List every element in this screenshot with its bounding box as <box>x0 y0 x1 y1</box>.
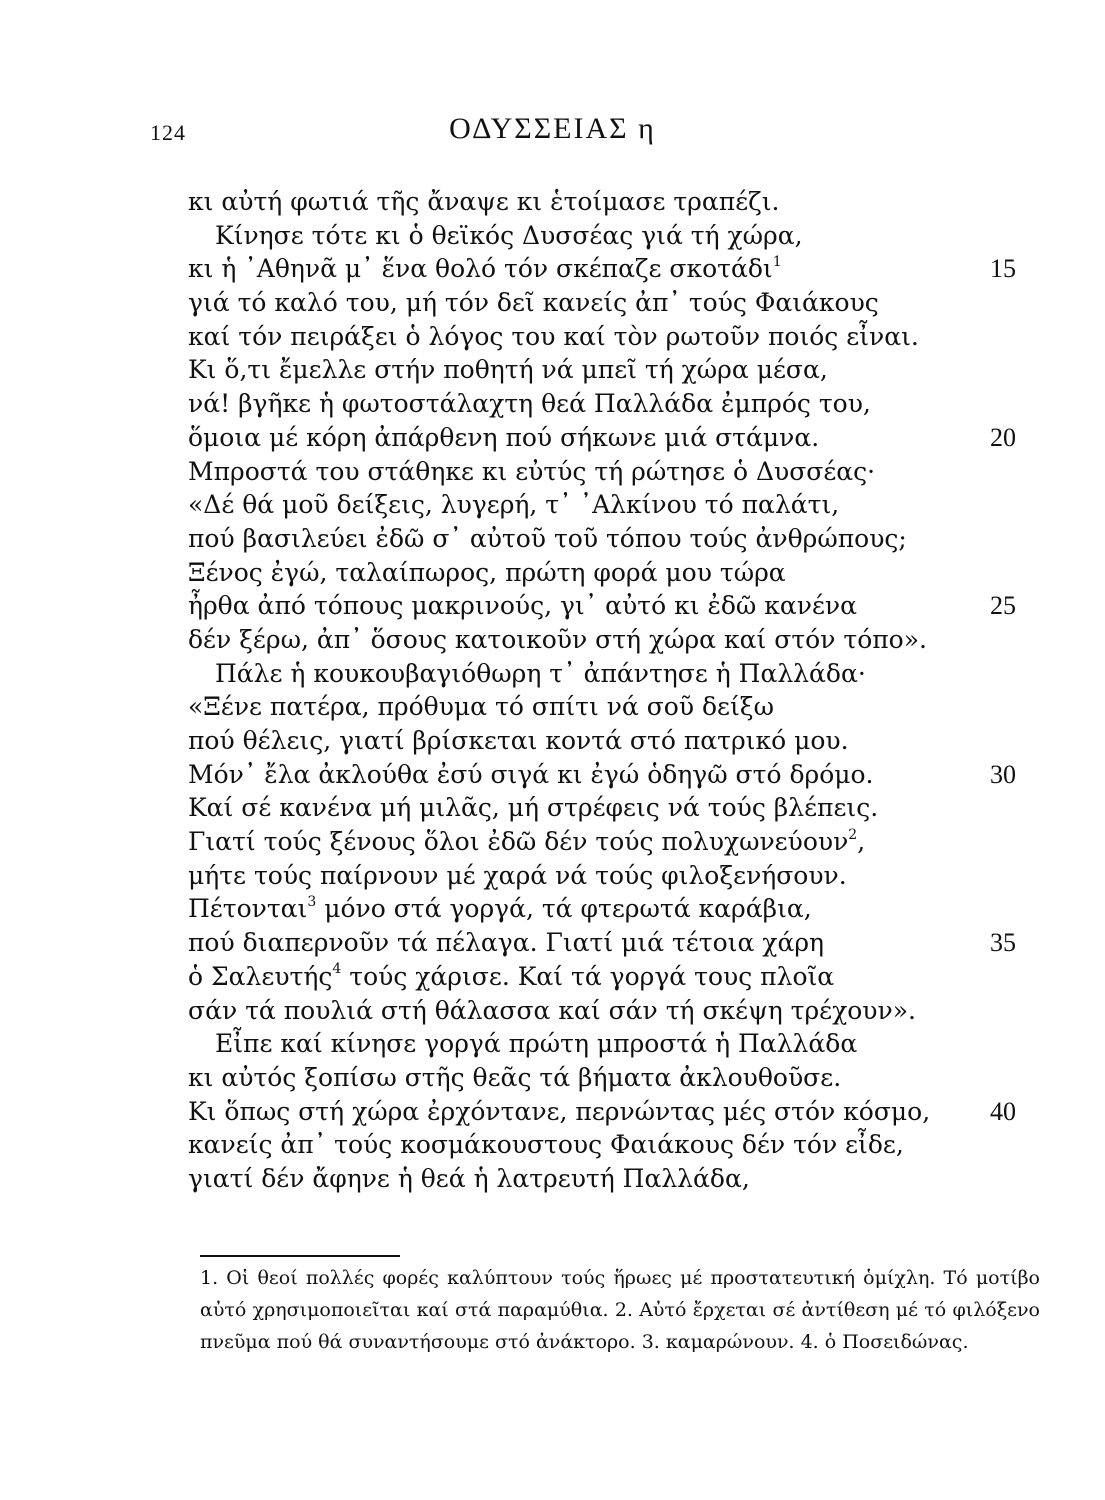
verse-text: Εἶπε καί κίνησε γοργά πρώτη μπροστά ἡ Παλλάδα <box>215 1029 858 1059</box>
verse-text: πού θέλεις, γιατί βρίσκεται κοντά στό πατρικό μου. <box>188 726 849 755</box>
running-title: ΟΔΥΣΣΕΙΑΣ η <box>449 112 656 145</box>
page-number: 124 <box>150 120 186 145</box>
verse-text: ὅμοια μέ κόρη ἀπάρθενη πού σήκωνε μιά στάμνα. <box>188 422 820 452</box>
verse-text: Κι ὅπως στή χώρα ἐρχόντανε, περνώντας μές στόν κόσμο, <box>188 1096 931 1126</box>
verse-text: «Δέ θά μοῦ δείξεις, λυγερή, τ᾿ ᾿Αλκίνου τό παλάτι, <box>188 490 840 520</box>
verse-line <box>0 623 1105 657</box>
verse-text: Κίνησε τότε κι ὁ θεϊκός Δυσσέας γιά τή χώρα, <box>215 220 803 250</box>
verse-text: κι αὐτός ξοπίσω στῆς θεᾶς τά βήματα ἀκλουθοῦσε. <box>188 1062 842 1092</box>
verse-line <box>0 353 1105 387</box>
poem-body <box>0 185 1105 1196</box>
verse-line <box>0 488 1105 522</box>
verse-line <box>0 589 1105 623</box>
verse-text: νά! βγῆκε ἡ φωτοστάλαχτη θεά Παλλάδα ἐμπρός του, <box>188 389 871 419</box>
verse-text: ὁ Σαλευτής$^4$ τούς χάρισε. Καί τά γοργά τους πλοῖα <box>188 961 835 991</box>
verse-number: 40 <box>990 1096 1016 1126</box>
verse-line <box>0 859 1105 893</box>
verse-text: γιατί δέν ἄφηνε ἡ θεά ἡ λατρευτή Παλλάδα, <box>188 1163 750 1193</box>
verse-text: Ξένος ἐγώ, ταλαίπωρος, πρώτη φορά μου τώρα <box>188 557 786 587</box>
verse-line <box>0 994 1105 1028</box>
verse-text: καί τόν πειράξει ὁ λόγος του καί τὸν ρωτοῦν ποιός εἶναι. <box>188 321 919 351</box>
verse-text: Μόν᾿ ἔλα ἀκλούθα ἐσύ σιγά κι ἐγώ ὁδηγῶ στό δρόμο. <box>188 759 874 789</box>
verse-line <box>0 252 1105 286</box>
verse-text: Γιατί τούς ξένους ὅλοι ἐδῶ δέν τούς πολυχωνεύουν$^2$, <box>188 826 866 857</box>
verse-text: Πάλε ἡ κουκουβαγιόθωρη τ᾿ ἀπάντησε ἡ Παλλάδα· <box>215 658 866 688</box>
verse-line <box>0 791 1105 825</box>
footnote-divider <box>200 1255 400 1257</box>
verse-line <box>0 1027 1105 1061</box>
verse-line <box>0 724 1105 758</box>
verse-line <box>0 657 1105 691</box>
footnote-marker: 2 <box>848 826 858 843</box>
verse-text: πού βασιλεύει ἐδῶ σ᾿ αὐτοῦ τοῦ τόπου τούς ἀνθρώπους; <box>188 523 907 553</box>
verse-text: Κι ὅ,τι ἔμελλε στήν ποθητή νά μπεῖ τή χώρα μέσα, <box>188 355 828 385</box>
verse-line <box>0 219 1105 253</box>
verse-line <box>0 1095 1105 1129</box>
verse-line <box>0 1061 1105 1095</box>
footnotes: 1. Οἱ θεοί πολλές φορές καλύπτουν τούς ἥρωες μέ προστατευτική ὁμίχλη. Τό μοτίβο αὐτό χρησιμοποιεῖται καί στά παραμύθια. 2. Αὐτό ἔρχεται σέ ἀντίθεση μέ τό φιλόξενο πνεῦμα πού θά συναντήσουμε στό ἀνάκτορο. 3. καμαρώνουν. 4. ὁ Ποσειδώνας. <box>200 1267 1040 1353</box>
verse-text: κι αὐτή φωτιά τῆς ἄναψε κι ἑτοίμασε τραπέζι. <box>188 187 780 216</box>
verse-line <box>0 421 1105 455</box>
verse-line <box>0 455 1105 489</box>
footnote-marker: 3 <box>307 894 317 911</box>
verse-text: ἦρθα ἀπό τόπους μακρινούς, γι᾿ αὐτό κι ἐδῶ κανένα <box>188 591 857 621</box>
verse-text: κανείς ἀπ᾿ τούς κοσμάκουστους Φαιάκους δέν τόν εἶδε, <box>188 1130 904 1160</box>
verse-line <box>0 185 1105 219</box>
verse-line <box>0 758 1105 792</box>
verse-number: 15 <box>990 254 1016 284</box>
verse-text: σάν τά πουλιά στή θάλασσα καί σάν τή σκέψη τρέχουν». <box>188 995 916 1025</box>
verse-text: «Ξένε πατέρα, πρόθυμα τό σπίτι νά σοῦ δείξω <box>188 692 774 722</box>
verse-text: μήτε τούς παίρνουν μέ χαρά νά τούς φιλοξενήσουν. <box>188 860 847 890</box>
verse-text: δέν ξέρω, ἀπ᾿ ὅσους κατοικοῦν στή χώρα καί στόν τόπο». <box>188 624 927 654</box>
verse-line <box>0 690 1105 724</box>
verse-text: κι ἡ ᾿Αθηνᾶ μ᾿ ἕνα θολό τόν σκέπαζε σκοτάδι$^1$ <box>188 254 782 284</box>
verse-line <box>0 1128 1105 1162</box>
verse-text: Μπροστά του στάθηκε κι εὐτύς τή ρώτησε ὁ Δυσσέας· <box>188 456 876 486</box>
verse-line <box>0 960 1105 994</box>
verse-number: 35 <box>990 928 1016 958</box>
footnote-marker: 4 <box>332 961 342 978</box>
verse-text: Καί σέ κανένα μή μιλᾶς, μή στρέφεις νά τούς βλέπεις. <box>188 793 879 823</box>
verse-text: γιά τό καλό του, μή τόν δεῖ κανείς ἀπ᾿ τούς Φαιάκους <box>188 288 879 318</box>
verse-line <box>0 892 1105 926</box>
verse-line <box>0 286 1105 320</box>
verse-number: 25 <box>990 591 1016 621</box>
footnote-marker: 1 <box>772 254 782 271</box>
verse-text: Πέτονται$^3$ μόνο στά γοργά, τά φτερωτά καράβια, <box>188 894 812 924</box>
verse-line <box>0 556 1105 590</box>
verse-line <box>0 522 1105 556</box>
verse-line <box>0 825 1105 859</box>
verse-text: πού διαπερνοῦν τά πέλαγα. Γιατί μιά τέτοια χάρη <box>188 928 825 958</box>
verse-number: 30 <box>990 759 1016 789</box>
verse-line <box>0 387 1105 421</box>
verse-line <box>0 926 1105 960</box>
verse-line <box>0 1162 1105 1196</box>
verse-line <box>0 320 1105 354</box>
verse-number: 20 <box>990 422 1016 452</box>
